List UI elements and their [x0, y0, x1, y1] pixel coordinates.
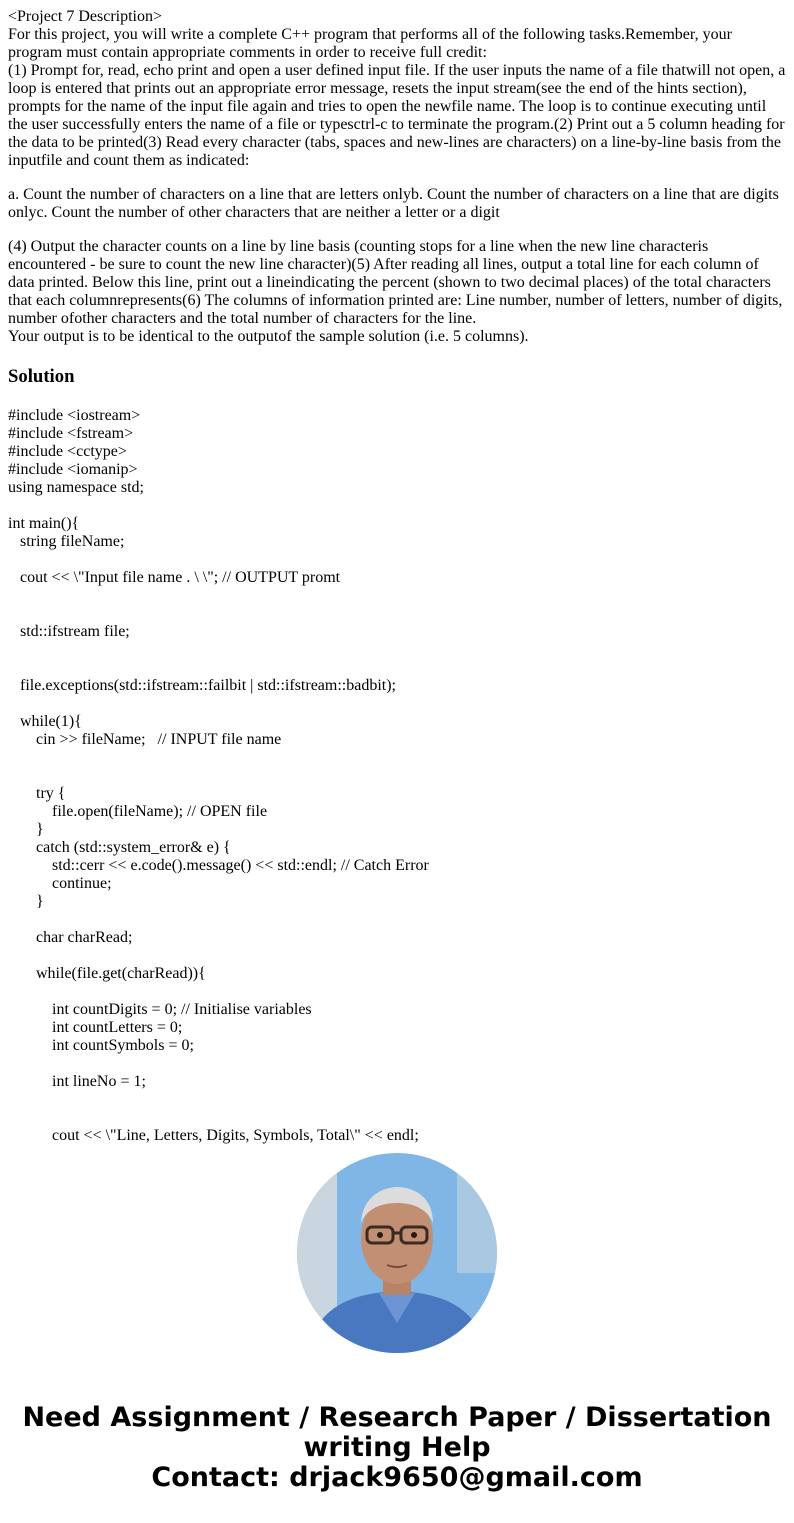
code-line	[8, 911, 788, 929]
solution-code	[8, 407, 788, 1145]
code-line	[8, 947, 788, 965]
code-line	[8, 749, 788, 767]
code-line: using namespace std;	[8, 479, 144, 496]
code-line	[8, 641, 788, 659]
code-line: #include <cctype>	[8, 443, 127, 460]
code-line: cout << \"Line, Letters, Digits, Symbols, Total\" << endl;	[8, 1127, 419, 1144]
code-line: int main(){	[8, 515, 80, 532]
description-title: <Project 7 Description>	[8, 8, 163, 25]
author-photo	[297, 1153, 497, 1353]
code-line: continue;	[8, 875, 112, 892]
promo-contact: Contact: drjack9650@gmail.com	[151, 1462, 643, 1493]
code-line: file.exceptions(std::ifstream::failbit | std::ifstream::badbit);	[8, 677, 396, 694]
promo-line-2: writing Help	[303, 1432, 491, 1463]
promo-banner	[0, 1403, 794, 1493]
code-line	[8, 551, 788, 569]
code-line: #include <iomanip>	[8, 461, 138, 478]
code-line	[8, 1091, 788, 1109]
code-line	[8, 605, 788, 623]
code-line: int countSymbols = 0;	[8, 1037, 194, 1054]
code-line	[8, 767, 788, 785]
code-line: #include <fstream>	[8, 425, 134, 442]
code-line: int countLetters = 0;	[8, 1019, 183, 1036]
description-subtasks: a. Count the number of characters on a line that are letters onlyb. Count the number of characters on a line that are digits onlyc. Count the number of other characters that are neither a letter or a digit	[8, 186, 779, 221]
code-line: file.open(fileName); // OPEN file	[8, 803, 268, 820]
description-tasks-4-6: (4) Output the character counts on a line by line basis (counting stops for a line when the new line characteris encountered - be sure to count the new line character)(5) After reading all lines, output a total line for each column of data printed. Below this line, print out a lineindicating the percent (shown to two decimal places) of the total characters that each columnrepresents(6) The columns of information printed are: Line number, number of letters, number of digits, number ofother characters and the total number of characters for the line.	[8, 238, 783, 327]
code-line: int lineNo = 1;	[8, 1073, 146, 1090]
code-line	[8, 1055, 788, 1073]
code-line	[8, 1109, 788, 1127]
code-line: catch (std::system_error& e) {	[8, 839, 231, 856]
code-line: while(file.get(charRead)){	[8, 965, 206, 982]
description-part-two	[8, 238, 788, 346]
code-line	[8, 497, 788, 515]
code-line: }	[8, 821, 44, 838]
code-line: while(1){	[8, 713, 82, 730]
code-line: }	[8, 893, 44, 910]
code-line: std::cerr << e.code().message() << std::endl; // Catch Error	[8, 857, 429, 874]
code-line: #include <iostream>	[8, 407, 141, 424]
code-line	[8, 695, 788, 713]
solution-heading: Solution	[8, 366, 75, 387]
code-line: cin >> fileName; // INPUT file name	[8, 731, 282, 748]
code-line: char charRead;	[8, 929, 133, 946]
code-line	[8, 587, 788, 605]
author-avatar	[297, 1153, 497, 1353]
description-closing: Your output is to be identical to the outputof the sample solution (i.e. 5 columns).	[8, 328, 529, 345]
description-intro: For this project, you will write a complete C++ program that performs all of the following tasks.Remember, your program must contain appropriate comments in order to receive full credit:	[8, 26, 732, 61]
code-line	[8, 983, 788, 1001]
project-description	[8, 8, 788, 170]
code-line: std::ifstream file;	[8, 623, 130, 640]
document-page	[8, 8, 788, 1145]
code-line: try {	[8, 785, 66, 802]
promo-line-1: Need Assignment / Research Paper / Dissertation	[22, 1402, 772, 1433]
code-line: string fileName;	[8, 533, 125, 550]
description-tasks-1-3: (1) Prompt for, read, echo print and open a user defined input file. If the user inputs the name of a file thatwill not open, a loop is entered that prints out an appropriate error message, resets the input stream(see the end of the hints section), prompts for the name of the input file again and tries to open the newfile name. The loop is to continue executing until the user successfully enters the name of a file or typesctrl-c to terminate the program.(2) Print out a 5 column heading for the data to be printed(3) Read every character (tabs, spaces and new-lines are characters) on a line-by-line basis from the inputfile and count them as indicated:	[8, 62, 786, 169]
code-line: cout << \"Input file name . \ \"; // OUTPUT promt	[8, 569, 341, 586]
code-line	[8, 659, 788, 677]
code-line: int countDigits = 0; // Initialise variables	[8, 1001, 312, 1018]
